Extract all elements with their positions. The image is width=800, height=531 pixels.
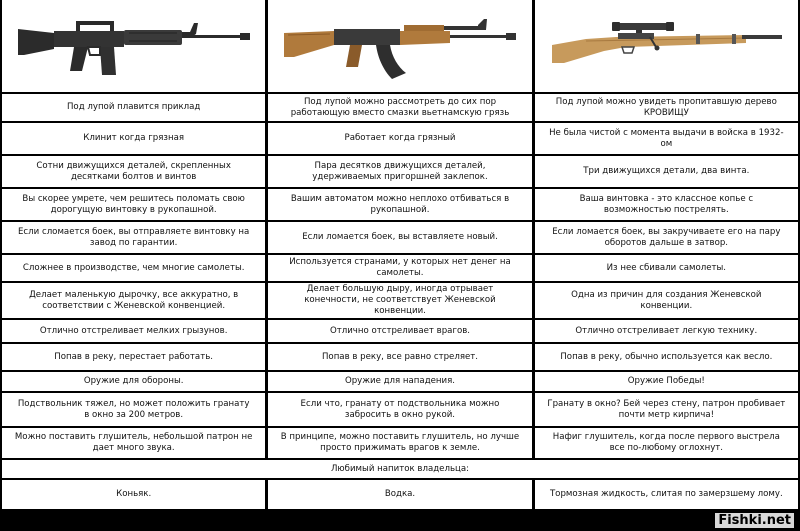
ak47-trait-cell: Работает когда грязный xyxy=(268,123,531,154)
ak47-trait-cell: Если ломается боек, вы вставляете новый. xyxy=(268,222,531,253)
m16-trait-cell: Если сломается боек, вы отправляете винтовку на завод по гарантии. xyxy=(2,222,265,253)
ak47-drink-cell: Водка. xyxy=(268,480,531,509)
ak47-trait-cell: Попав в реку, все равно стреляет. xyxy=(268,344,531,370)
m16-drink-cell: Коньяк. xyxy=(2,480,265,509)
watermark: Fishki.net xyxy=(715,513,794,528)
favorite-drink-header: Любимый напиток владельца: xyxy=(2,460,798,478)
m16-trait-cell: Клинит когда грязная xyxy=(2,123,265,154)
ak47-trait-cell: Пара десятков движущихся деталей, удерживаемых пригоршней заклепок. xyxy=(268,156,531,187)
mosin-drink-cell: Тормозная жидкость, слитая по замерзшему лому. xyxy=(535,480,798,509)
ak47-rifle-icon xyxy=(280,11,520,81)
mosin-trait-cell: Под лупой можно увидеть пропитавшую дерево КРОВИЩУ xyxy=(535,94,798,121)
mosin-trait-cell: Не была чистой с момента выдачи в войска в 1932-ом xyxy=(535,123,798,154)
mosin-image-cell xyxy=(535,0,798,92)
m16-trait-cell: Делает маленькую дырочку, все аккуратно, в соответствии с Женевской конвенцией. xyxy=(2,283,265,318)
ak47-trait-cell: Если что, гранату от подствольника можно забросить в окно рукой. xyxy=(268,393,531,426)
mosin-trait-cell: Отлично отстреливает легкую технику. xyxy=(535,320,798,342)
m16-trait-cell: Отлично отстреливает мелких грызунов. xyxy=(2,320,265,342)
m16-image-cell xyxy=(2,0,265,92)
ak47-trait-cell: Под лупой можно рассмотреть до сих пор работающую вместо смазки вьетнамскую грязь xyxy=(268,94,531,121)
mosin-trait-cell: Три движущихся детали, два винта. xyxy=(535,156,798,187)
ak47-trait-cell: Делает большую дыру, иногда отрывает конечности, не соответствует Женевской конвенции. xyxy=(268,283,531,318)
mosin-trait-cell: Из нее сбивали самолеты. xyxy=(535,255,798,281)
ak47-trait-cell: В принципе, можно поставить глушитель, но лучше просто прижимать врагов к земле. xyxy=(268,428,531,458)
mosin-rifle-icon xyxy=(546,11,786,81)
m16-trait-cell: Оружие для обороны. xyxy=(2,372,265,391)
m16-trait-cell: Сложнее в производстве, чем многие самолеты. xyxy=(2,255,265,281)
mosin-trait-cell: Если ломается боек, вы закручиваете его на пару оборотов дальше в затвор. xyxy=(535,222,798,253)
ak47-trait-cell: Оружие для нападения. xyxy=(268,372,531,391)
ak47-trait-cell: Вашим автоматом можно неплохо отбиваться в рукопашной. xyxy=(268,189,531,220)
mosin-trait-cell: Одна из причин для создания Женевской конвенции. xyxy=(535,283,798,318)
mosin-trait-cell: Ваша винтовка - это классное копье с возможностью пострелять. xyxy=(535,189,798,220)
ak47-image-cell xyxy=(268,0,531,92)
mosin-trait-cell: Оружие Победы! xyxy=(535,372,798,391)
ak47-trait-cell: Отлично отстреливает врагов. xyxy=(268,320,531,342)
m16-trait-cell: Вы скорее умрете, чем решитесь поломать свою дорогущую винтовку в рукопашной. xyxy=(2,189,265,220)
m16-rifle-icon xyxy=(14,11,254,81)
m16-trait-cell: Попав в реку, перестает работать. xyxy=(2,344,265,370)
mosin-trait-cell: Нафиг глушитель, когда после первого выстрела все по-любому оглохнут. xyxy=(535,428,798,458)
mosin-trait-cell: Гранату в окно? Бей через стену, патрон пробивает почти метр кирпича! xyxy=(535,393,798,426)
m16-trait-cell: Под лупой плавится приклад xyxy=(2,94,265,121)
m16-trait-cell: Можно поставить глушитель, небольшой патрон не дает много звука. xyxy=(2,428,265,458)
ak47-trait-cell: Используется странами, у которых нет денег на самолеты. xyxy=(268,255,531,281)
m16-trait-cell: Сотни движущихся деталей, скрепленных десятками болтов и винтов xyxy=(2,156,265,187)
mosin-trait-cell: Попав в реку, обычно используется как весло. xyxy=(535,344,798,370)
m16-trait-cell: Подствольник тяжел, но может положить гранату в окно за 200 метров. xyxy=(2,393,265,426)
